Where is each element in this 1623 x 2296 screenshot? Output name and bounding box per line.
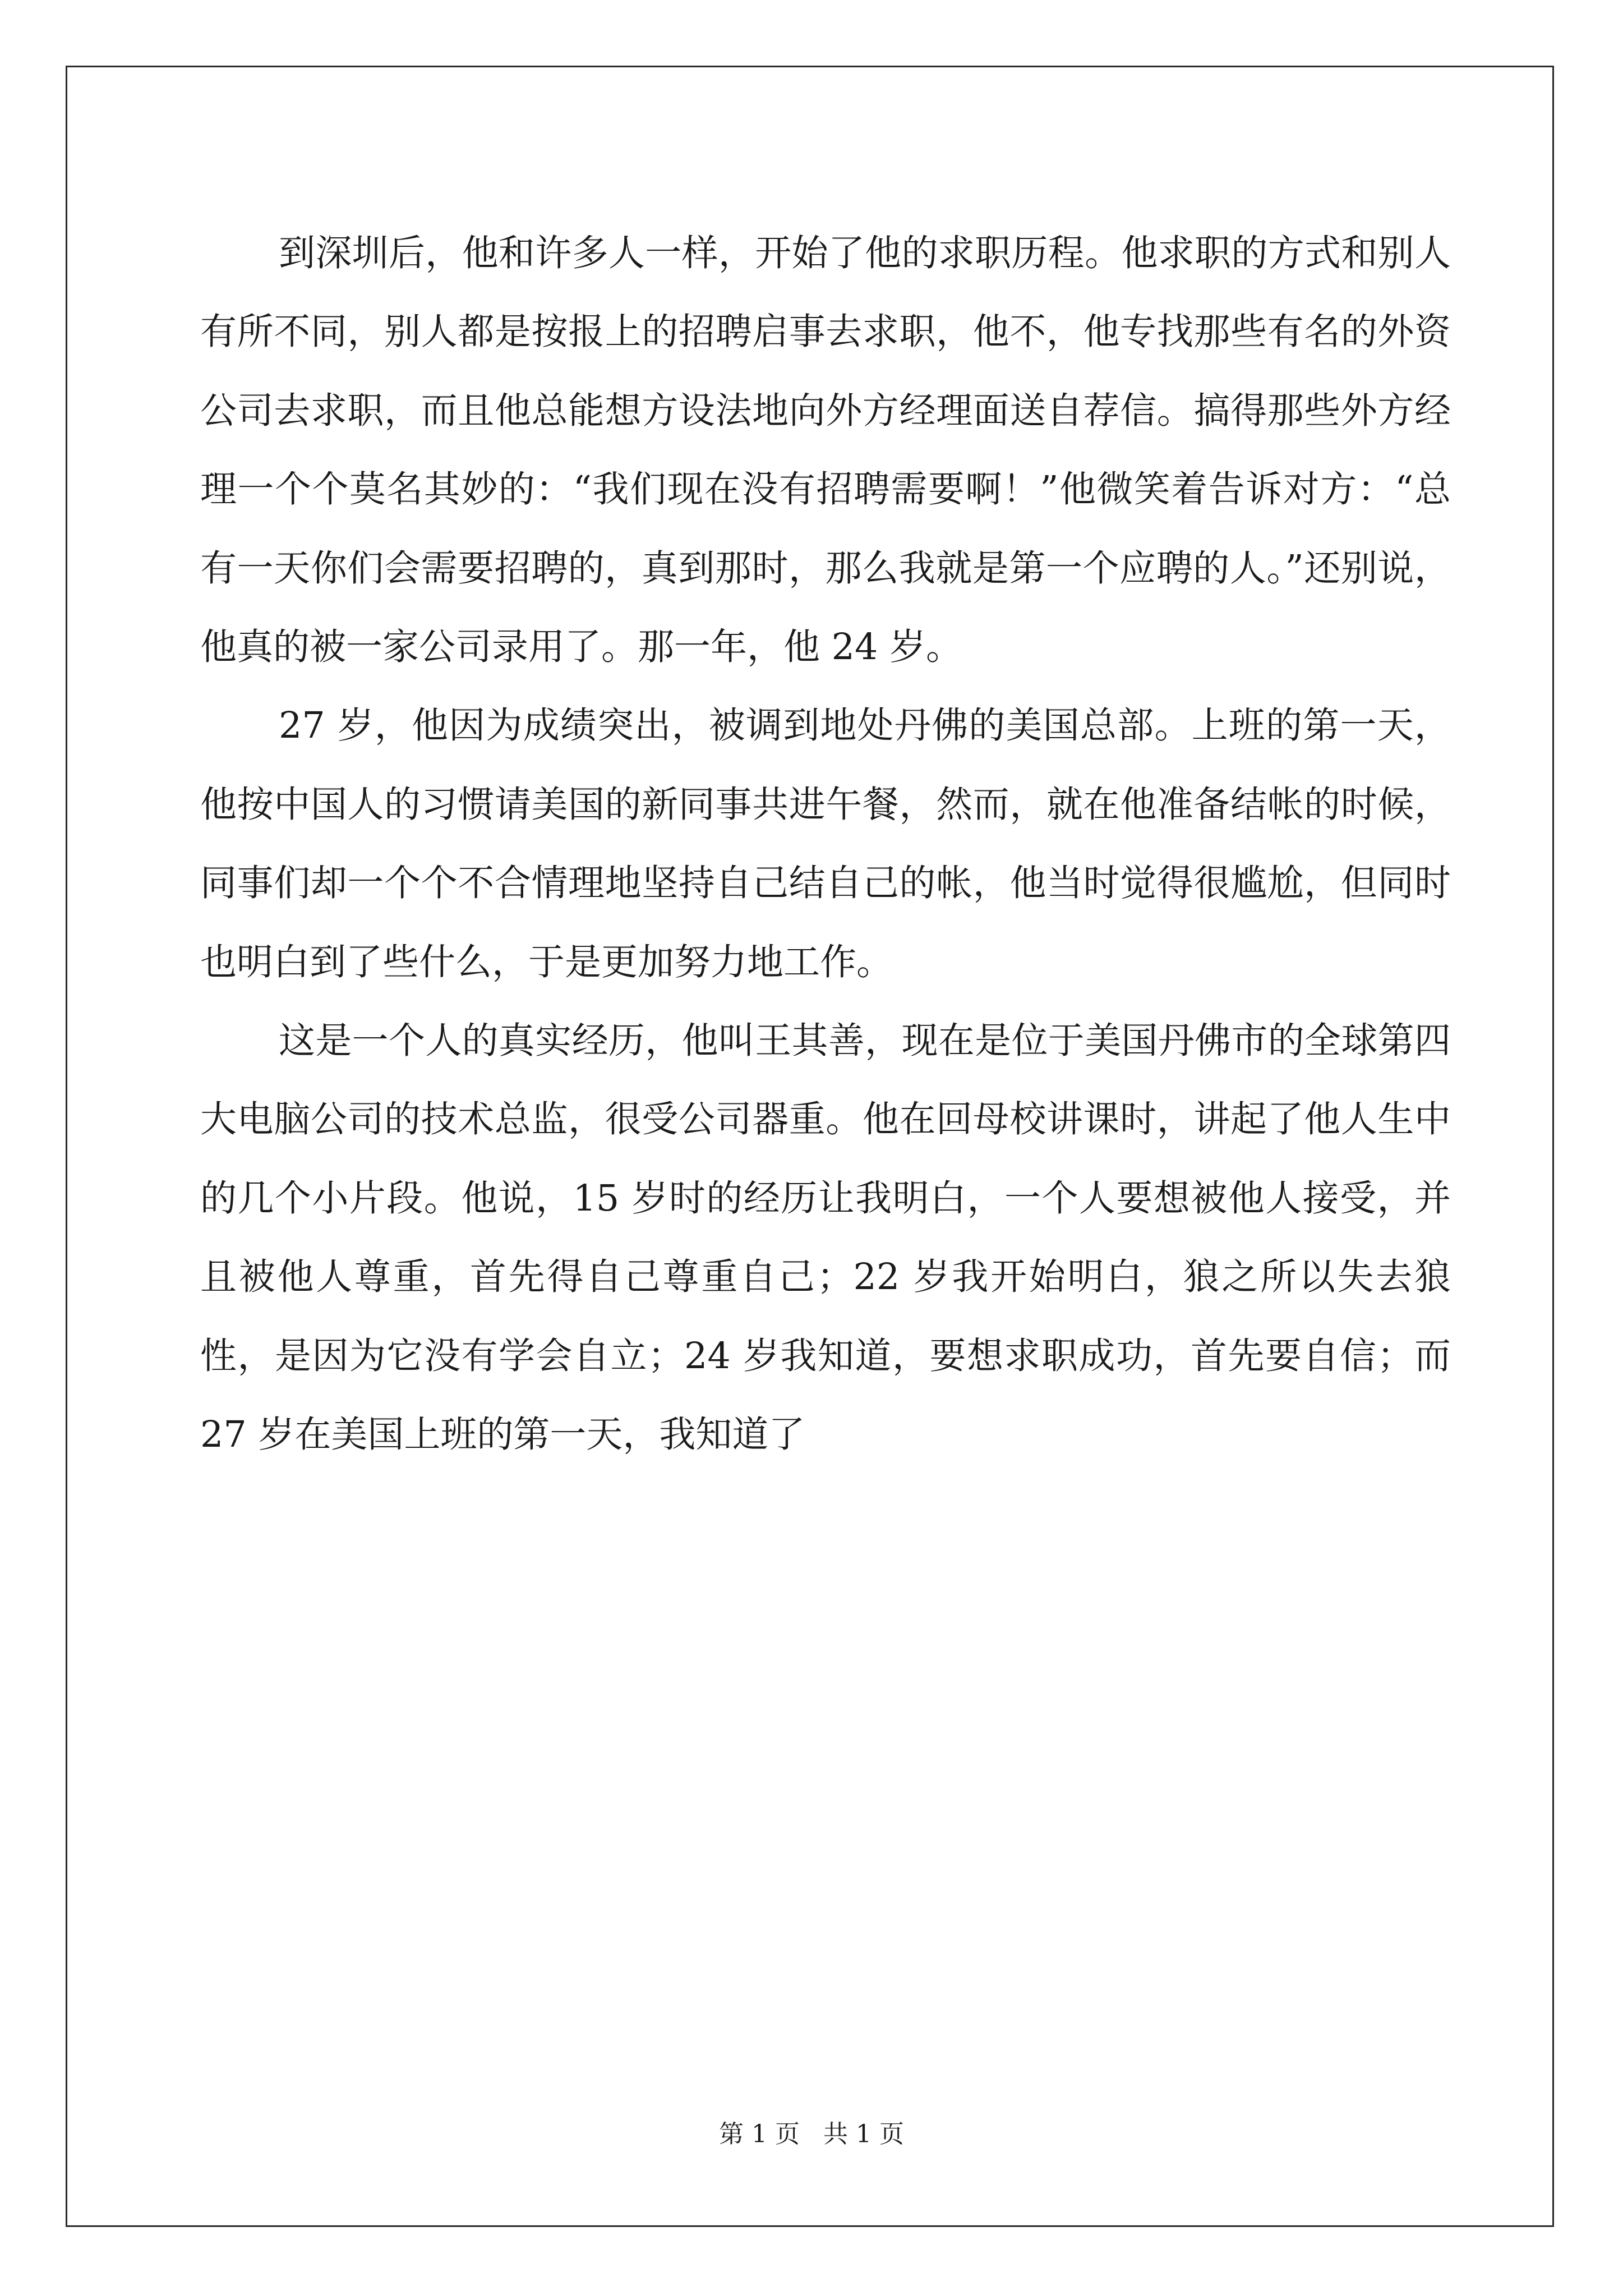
page-number: 第 1 页 <box>719 2120 800 2148</box>
page-total: 共 1 页 <box>823 2120 904 2148</box>
footer-separator <box>800 2120 823 2148</box>
paragraph-1: 到深圳后，他和许多人一样，开始了他的求职历程。他求职的方式和别人有所不同，别人都是按报上的招聘启事去求职，他不，他专找那些有名的外资公司去求职，而且他总能想方设法地向外方经理面送自荐信。搞得那些外方经理一个个莫名其妙的：“我们现在没有招聘需要啊！”他微笑着告诉对方：“总有一天你们会需要招聘的，真到那时，那么我就是第一个应聘的人。”还别说，他真的被一家公司录用了。那一年，他 24 岁。 <box>200 232 1451 669</box>
paragraph-3: 这是一个人的真实经历，他叫王其善，现在是位于美国丹佛市的全球第四大电脑公司的技术总监，很受公司器重。他在回母校讲课时，讲起了他人生中的几个小片段。他说，15 岁时的经历让我明白，一个人要想被他人接受，并且被他人尊重，首先得自己尊重自己；22 岁我开始明白，狼之所以失去狼性，是因为它没有学会自立；24 岁我知道，要想求职成功，首先要自信；而 27 岁在美国上班的第一天，我知道了 <box>200 1020 1451 1456</box>
page-footer <box>0 2119 1623 2150</box>
document-body <box>200 214 1451 1475</box>
paragraph-2: 27 岁，他因为成绩突出，被调到地处丹佛的美国总部。上班的第一天，他按中国人的习惯请美国的新同事共进午餐，然而，就在他准备结帐的时候，同事们却一个个不合情理地坚持自己结自己的帐，他当时觉得很尴尬，但同时也明白到了些什么，于是更加努力地工作。 <box>200 705 1451 983</box>
